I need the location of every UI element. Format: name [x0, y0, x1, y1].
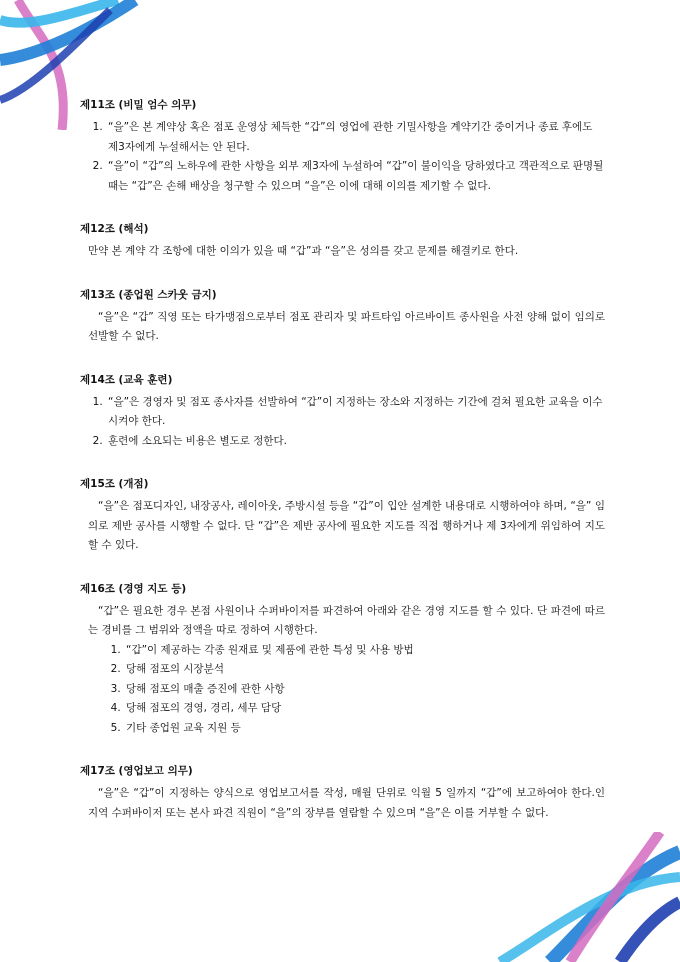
- article-text: “을”은 “갑” 직영 또는 타가맹점으로부터 점포 관리자 및 파트타임 아르바이트 종사원을 사전 양해 없이 임의로 선발할 수 없다.: [88, 310, 605, 342]
- article-list: [80, 118, 605, 196]
- document-body: [80, 96, 605, 847]
- article-16: [80, 580, 605, 739]
- article-text: “갑”은 필요한 경우 본점 사원이나 수퍼바이저를 파견하여 아래와 같은 경영 지도를 할 수 있다. 단 파견에 따르는 경비를 그 범위와 정액을 따로 정하여 시행한다.: [88, 604, 605, 636]
- list-item: 1. “을”은 본 계약상 혹은 점포 운영상 체득한 “갑”의 영업에 관한 기밀사항을 계약기간 중이거나 종료 후에도 제3자에게 누설해서는 안 된다.: [106, 118, 605, 157]
- article-title: 제12조 (해석): [80, 223, 149, 235]
- article-title: 제16조 (경영 지도 등): [80, 582, 187, 595]
- article-15: [80, 475, 605, 556]
- list-item: 3. 당해 점포의 매출 증진에 관한 사항: [124, 680, 605, 700]
- article-list: [80, 641, 605, 739]
- article-text: “을”은 점포디자인, 내장공사, 레이아웃, 주방시설 등을 “갑”이 입안 설계한 내용대로 시행하여야 하며, “을” 임의로 제반 공사를 시행할 수 없다. 단 “갑”은 제반 공사에 필요한 지도를 직접 행하거나 제 3자에게 위임하여 지도할 수 있다.: [88, 500, 605, 551]
- bottom-right-ribbon-decoration: [490, 832, 680, 962]
- article-17: [80, 762, 605, 823]
- article-11: [80, 96, 605, 196]
- article-title: 제14조 (교육 훈련): [80, 373, 173, 386]
- list-item: 5. 기타 종업원 교육 지원 등: [124, 719, 605, 739]
- article-12: [80, 220, 605, 262]
- list-item: 2. 훈련에 소요되는 비용은 별도로 정한다.: [106, 432, 605, 452]
- list-item: 1. “을”은 경영자 및 점포 종사자를 선발하여 “갑”이 지정하는 장소와 지정하는 기간에 걸쳐 필요한 교육을 이수시켜야 한다.: [106, 393, 605, 432]
- article-title: 제17조 (영업보고 의무): [80, 765, 193, 777]
- article-text: 만약 본 계약 각 조항에 대한 이의가 있을 때 “갑”과 “을”은 성의를 갖고 문제를 해결키로 한다.: [88, 245, 519, 257]
- list-item: 4. 당해 점포의 경영, 경리, 세무 담당: [124, 699, 605, 719]
- article-13: [80, 286, 605, 347]
- article-title: 제11조 (비밀 엄수 의무): [80, 99, 197, 111]
- article-list: [80, 393, 605, 452]
- article-title: 제13조 (종업원 스카웃 금지): [80, 288, 217, 301]
- list-item: 2. 당해 점포의 시장분석: [124, 660, 605, 680]
- list-item: 1. “갑”이 제공하는 각종 원재료 및 제품에 관한 특성 및 사용 방법: [124, 641, 605, 661]
- article-title: 제15조 (개점): [80, 478, 149, 490]
- article-text: “을”은 “갑”이 지정하는 양식으로 영업보고서를 작성, 매월 단위로 익월 5 일까지 “갑”에 보고하여야 한다.인 지역 수퍼바이저 또는 본사 파견 직원이 “을”의 장부를 열람할 수 있으며 “을”은 이를 거부할 수 없다.: [88, 787, 605, 819]
- list-item: 2. “을”이 “갑”의 노하우에 관한 사항을 외부 제3자에 누설하여 “갑”이 불이익을 당하였다고 객관적으로 판명될 때는 “갑”은 손해 배상을 청구할 수 있으며 “을”은 이에 대해 이의를 제기할 수 없다.: [106, 157, 605, 196]
- article-14: [80, 371, 605, 452]
